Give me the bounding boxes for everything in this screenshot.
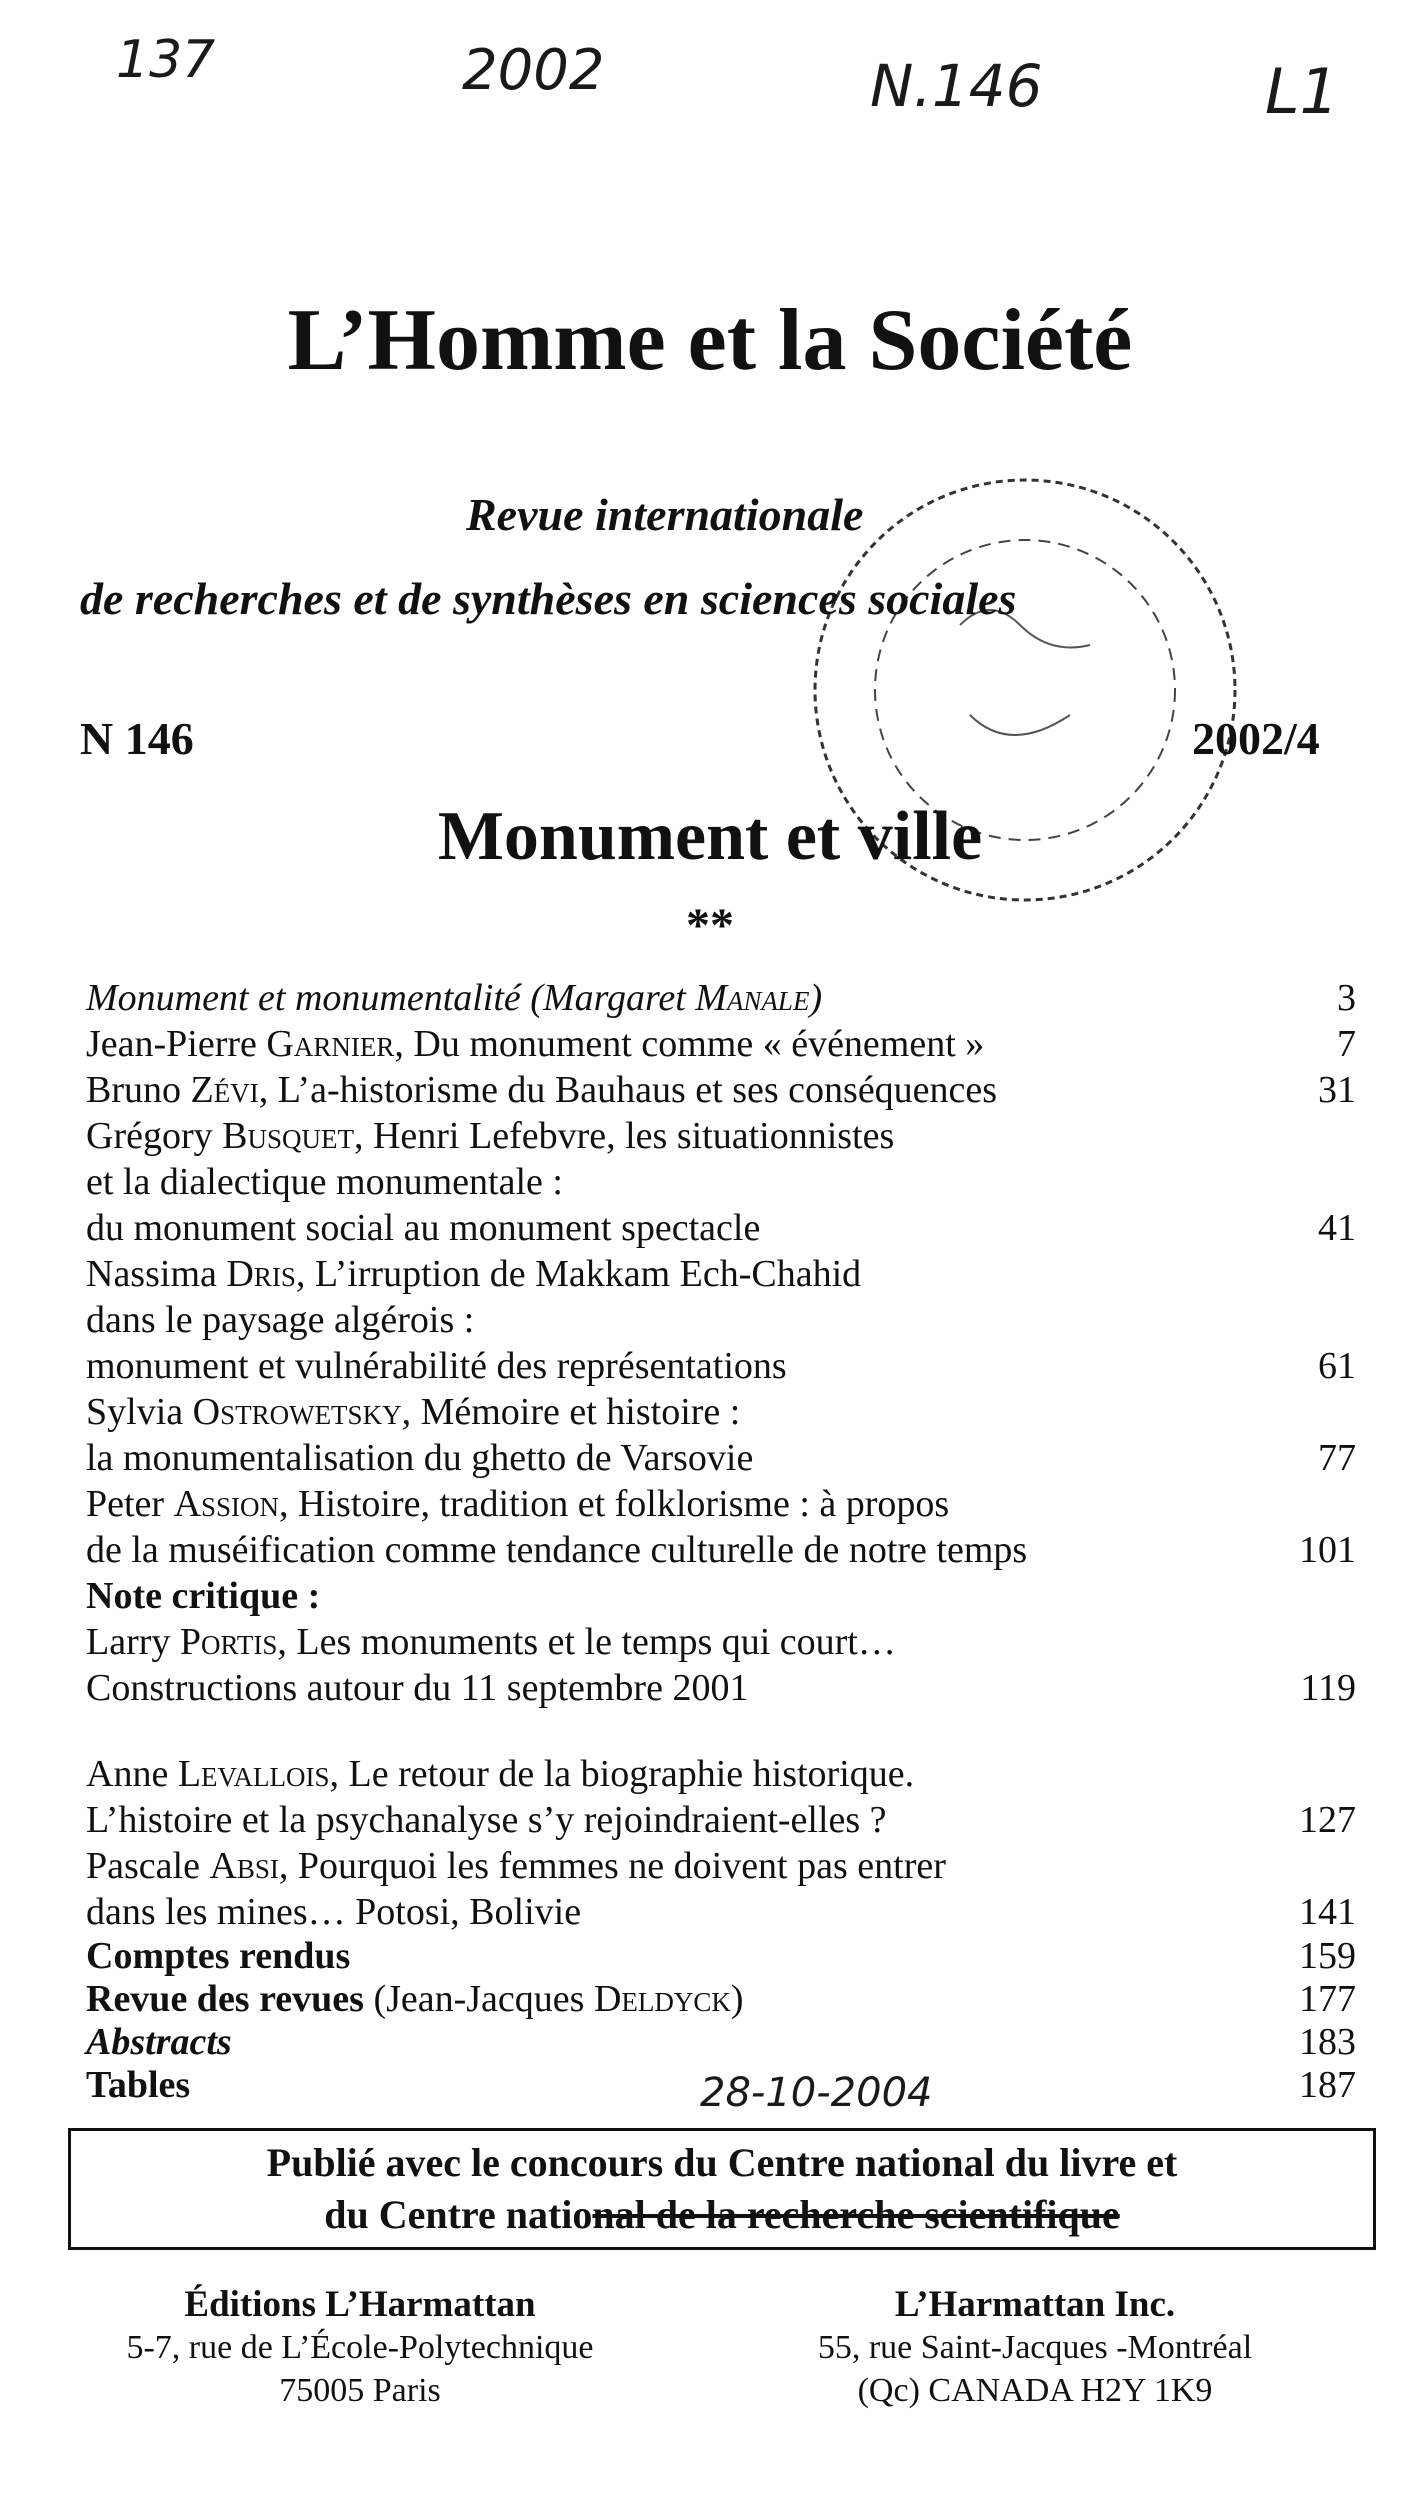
funding-notice <box>68 2128 1376 2250</box>
handwritten-issue-mark: N.146 <box>870 52 1043 120</box>
funding-notice-line-2: du Centre national de la recherche scientifique <box>324 2192 1120 2237</box>
toc-entry: Nassima Dris, L’irruption de Makkam Ech-Chahid <box>86 1253 862 1295</box>
toc-entry: Sylvia Ostrowetsky, Mémoire et histoire : <box>86 1391 741 1433</box>
handwritten-code: L1 <box>1265 55 1339 128</box>
toc-entry: du monument social au monument spectacle 41 <box>86 1207 1356 1249</box>
handwritten-date: 28-10-2004 <box>700 2070 933 2116</box>
issue-number: N 146 <box>80 713 194 764</box>
toc-entry: dans le paysage algérois : <box>86 1299 475 1341</box>
publisher-left-address: 5-7, rue de L’École-Polytechnique <box>126 2329 594 2366</box>
toc-section-heading: Note critique : <box>86 1575 321 1617</box>
funding-notice-line-1: Publié avec le concours du Centre national du livre et <box>266 2140 1178 2185</box>
journal-subtitle-2: de recherches et de synthèses en sciences sociales <box>80 573 1017 624</box>
toc-entry: Anne Levallois, Le retour de la biographie historique. <box>86 1753 915 1795</box>
toc-entry: Tables 187 <box>86 2064 1356 2106</box>
issue-theme: Monument et ville <box>437 798 983 875</box>
handwritten-year: 2002 <box>462 38 605 103</box>
table-of-contents <box>86 975 1356 2107</box>
journal-subtitle-1: Revue internationale <box>466 489 864 540</box>
publisher-left <box>60 2283 660 2412</box>
toc-entry: monument et vulnérabilité des représentations 61 <box>86 1345 1356 1387</box>
publisher-left-city: 75005 Paris <box>279 2372 441 2409</box>
toc-entry: Bruno Zévi, L’a-historisme du Bauhaus et ses conséquences 31 <box>86 1069 1356 1111</box>
toc-entry: Larry Portis, Les monuments et le temps qui court… <box>86 1621 896 1663</box>
toc-entry: Comptes rendus 159 <box>86 1935 1356 1977</box>
toc-entry: Monument et monumentalité (Margaret Manale) 3 <box>86 977 1356 1019</box>
issue-date: 2002/4 <box>1192 713 1320 764</box>
publisher-right-name: L’Harmattan Inc. <box>894 2284 1176 2325</box>
publisher-right-city: (Qc) CANADA H2Y 1K9 <box>857 2372 1213 2409</box>
toc-entry: et la dialectique monumentale : <box>86 1161 563 1203</box>
publisher-right-address: 55, rue Saint-Jacques -Montréal <box>817 2329 1253 2366</box>
toc-entry: Grégory Busquet, Henri Lefebvre, les situationnistes <box>86 1115 895 1157</box>
journal-title: L’Homme et la Société <box>287 292 1133 389</box>
toc-entry: L’histoire et la psychanalyse s’y rejoindraient-elles ? 127 <box>86 1799 1356 1841</box>
toc-entry: la monumentalisation du ghetto de Varsovie 77 <box>86 1437 1356 1479</box>
toc-entry: Revue des revues (Jean-Jacques Deldyck) 177 <box>86 1978 1356 2020</box>
toc-entry: de la muséification comme tendance culturelle de notre temps 101 <box>86 1529 1356 1571</box>
separator-stars: ** <box>686 899 734 952</box>
toc-entry: Constructions autour du 11 septembre 2001 119 <box>86 1667 1356 1709</box>
handwritten-ref-number: 137 <box>116 30 216 90</box>
publisher-right <box>735 2283 1335 2412</box>
toc-entry: Peter Assion, Histoire, tradition et folklorisme : à propos <box>86 1483 950 1525</box>
toc-entry: Jean-Pierre Garnier, Du monument comme « événement » 7 <box>86 1023 1356 1065</box>
toc-entry: dans les mines… Potosi, Bolivie 141 <box>86 1891 1356 1933</box>
toc-entry: Abstracts 183 <box>86 2021 1356 2063</box>
publisher-left-name: Éditions L’Harmattan <box>184 2284 536 2325</box>
toc-entry: Pascale Absi, Pourquoi les femmes ne doivent pas entrer <box>86 1845 946 1887</box>
